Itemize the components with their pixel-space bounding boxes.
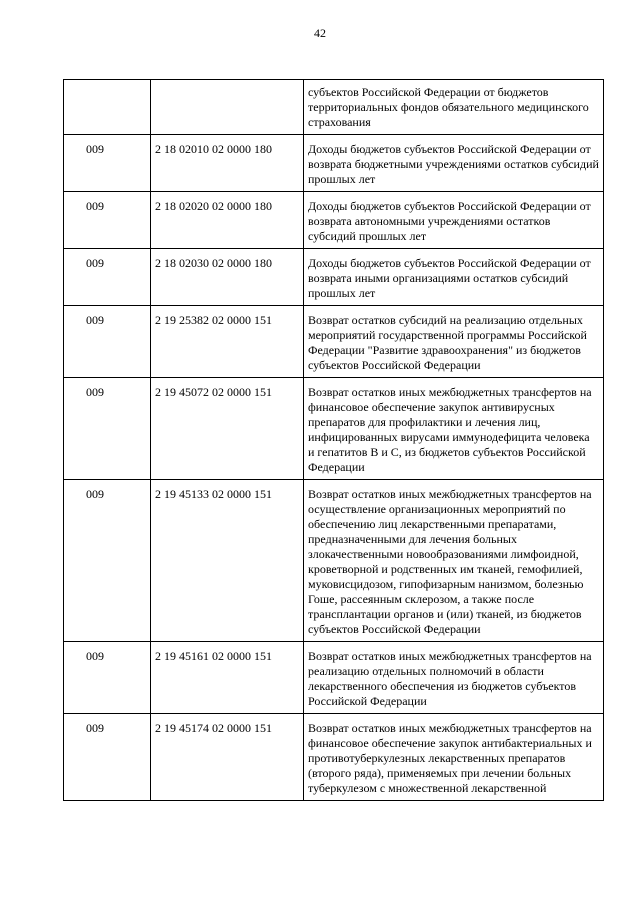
admin-code-cell: 009 (64, 480, 151, 642)
description-cell: Возврат остатков иных межбюджетных трансфертов на реализацию отдельных полномочий в области лекарственного обеспечения из бюджетов субъектов Российской Федерации (304, 642, 604, 714)
kbk-code-cell: 2 19 25382 02 0000 151 (151, 306, 304, 378)
table-row (64, 642, 604, 714)
table-row (64, 135, 604, 192)
revenue-codes-table (63, 79, 604, 801)
kbk-code-cell: 2 18 02020 02 0000 180 (151, 192, 304, 249)
table-row (64, 80, 604, 135)
admin-code-cell: 009 (64, 306, 151, 378)
table-row (64, 192, 604, 249)
table-row (64, 378, 604, 480)
kbk-code-cell: 2 19 45174 02 0000 151 (151, 714, 304, 801)
admin-code-cell: 009 (64, 714, 151, 801)
kbk-code-cell: 2 19 45133 02 0000 151 (151, 480, 304, 642)
admin-code-cell: 009 (64, 249, 151, 306)
admin-code-cell (64, 80, 151, 135)
description-cell: Возврат остатков иных межбюджетных трансфертов на финансовое обеспечение закупок антибактериальных и противотуберкулезных лекарственных препаратов (второго ряда), применяемых при лечении больных туберкулезом с множественной лекарственной (304, 714, 604, 801)
kbk-code-cell: 2 18 02030 02 0000 180 (151, 249, 304, 306)
description-cell: Доходы бюджетов субъектов Российской Федерации от возврата автономными учреждениями остатков субсидий прошлых лет (304, 192, 604, 249)
admin-code-cell: 009 (64, 378, 151, 480)
page-number: 42 (314, 26, 326, 40)
description-cell: Возврат остатков иных межбюджетных трансфертов на осуществление организационных мероприятий по обеспечению лиц лекарственными препаратами, предназначенными для лечения больных злокачественными новообразованиями лимфоидной, кроветворной и родственных им тканей, гемофилией, муковисцидозом, гипофизарным нанизмом, болезнью Гоше, рассеянным склерозом, а также после трансплантации органов и (или) тканей, из бюджетов субъектов Российской Федерации (304, 480, 604, 642)
table-row (64, 249, 604, 306)
admin-code-cell: 009 (64, 642, 151, 714)
kbk-code-cell: 2 19 45161 02 0000 151 (151, 642, 304, 714)
description-cell: субъектов Российской Федерации от бюджетов территориальных фондов обязательного медицинского страхования (304, 80, 604, 135)
description-cell: Доходы бюджетов субъектов Российской Федерации от возврата бюджетными учреждениями остатков субсидий прошлых лет (304, 135, 604, 192)
kbk-code-cell: 2 19 45072 02 0000 151 (151, 378, 304, 480)
table-row (64, 714, 604, 801)
table-row (64, 306, 604, 378)
description-cell: Возврат остатков иных межбюджетных трансфертов на финансовое обеспечение закупок антивирусных препаратов для профилактики и лечения лиц, инфицированных вирусами иммунодефицита человека и гепатитов B и C, из бюджетов субъектов Российской Федерации (304, 378, 604, 480)
kbk-code-cell: 2 18 02010 02 0000 180 (151, 135, 304, 192)
kbk-code-cell (151, 80, 304, 135)
description-cell: Доходы бюджетов субъектов Российской Федерации от возврата иными организациями остатков субсидий прошлых лет (304, 249, 604, 306)
admin-code-cell: 009 (64, 192, 151, 249)
admin-code-cell: 009 (64, 135, 151, 192)
description-cell: Возврат остатков субсидий на реализацию отдельных мероприятий государственной программы Российской Федерации "Развитие здравоохранения" из бюджетов субъектов Российской Федерации (304, 306, 604, 378)
table-row (64, 480, 604, 642)
